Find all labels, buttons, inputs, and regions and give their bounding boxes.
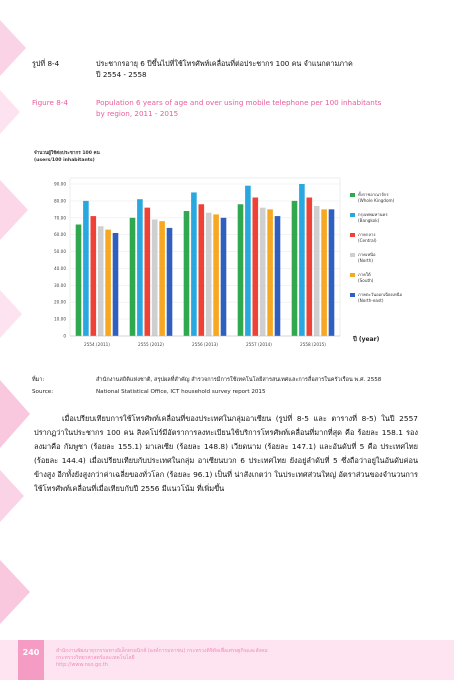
bar: [137, 199, 143, 336]
bar: [191, 192, 197, 336]
legend-label-th: ภาคใต้: [358, 272, 371, 277]
legend-label: [358, 252, 375, 264]
bar: [91, 216, 97, 336]
legend-label-en: (South): [358, 278, 374, 283]
bar: [245, 186, 251, 336]
chart: [34, 150, 384, 360]
source-label-th: ที่มา:: [32, 377, 45, 383]
legend-label-en: (North): [358, 258, 373, 263]
bar: [307, 198, 313, 336]
page-number-box: [18, 640, 44, 680]
x-tick-label: 2557 (2014): [246, 342, 272, 347]
figure-title-en-line1: Population 6 years of age and over using mobile telephone per 100 inhabitants: [96, 98, 382, 107]
legend-label-en: (North-east): [358, 298, 384, 303]
bar: [167, 228, 173, 336]
legend-label: [358, 272, 373, 284]
footer-line2: กระทรวงวิทยาศาสตร์และเทคโนโลยี: [56, 655, 135, 661]
figure-number-th: รูปที่ 8-4: [32, 59, 60, 68]
source-en: [32, 388, 432, 397]
x-tick-label: 2558 (2015): [300, 342, 326, 347]
bar: [221, 218, 227, 336]
x-tick-label: 2554 (2011): [84, 342, 110, 347]
bar: [113, 233, 119, 336]
legend-swatch: [350, 253, 355, 257]
legend-label-th: ภาคตะวันออกเฉียงเหนือ: [358, 292, 403, 297]
bar: [213, 214, 219, 336]
figure-title-th-line1: ประชากรอายุ 6 ปีขึ้นไปที่ใช้โทรศัพท์เคลื่อนที่ต่อประชากร 100 คน จำแนกตามภาค: [96, 59, 353, 68]
y-tick-label: 20.00: [54, 299, 66, 305]
footer-line1: สำนักงานพัฒนาธุรกรรมทางอิเล็กทรอนิกส์ (องค์การมหาชน) กระทรวงดิจิทัลเพื่อเศรษฐกิจและสังคม: [56, 648, 268, 654]
bar: [159, 221, 165, 336]
y-tick-label: 40.00: [54, 265, 66, 271]
source-label-en: Source:: [32, 389, 54, 395]
bar: [98, 226, 104, 336]
y-tick-label: 60.00: [54, 232, 66, 238]
y-tick-label: 10.00: [54, 316, 66, 322]
legend-label: [358, 212, 388, 224]
bar: [299, 184, 305, 336]
body-paragraph: เมื่อเปรียบเทียบการใช้โทรศัพท์เคลื่อนที่ของประเทศในกลุ่มอาเซียน (รูปที่ 8-5 และ ตารางที่ 8-5) ในปี 2557 ปรากฏว่าในประชากร 100 คน สิงคโปร์มีอัตราการลงทะเบียนใช้บริการโทรศัพท์เคลื่อนที่มากที่สุด คือ ร้อยละ 158.1 รองลงมาคือ กัมพูชา (ร้อยละ 155.1) มาเลเซีย (ร้อยละ 148.8) เวียดนาม (ร้อยละ 147.1) และอันดับที่ 5 คือ ประเทศไทย (ร้อยละ 144.4) เมื่อเปรียบเทียบกับประเทศในกลุ่ม อาเซียนบวก 6 ประเทศไทย ยังอยู่ลำดับที่ 5 ซึ่งถือว่าอยู่ในอันดับค่อนข้างสูง อีกทั้งยังสูงกว่าค่าเฉลี่ยของทั่วโลก (ร้อยละ 96.1) เป็นที่ น่าสังเกตว่า ในประเทศส่วนใหญ่ อัตราส่วนของจำนวนการใช้โทรศัพท์เคลื่อนที่เมื่อเทียบกับปี 2556 มีแนวโน้ม ที่เพิ่มขึ้น: [34, 414, 418, 493]
bar: [184, 211, 190, 336]
legend-swatch: [350, 233, 355, 237]
figure-title-en-line2: by region, 2011 - 2015: [96, 109, 179, 118]
bar: [267, 209, 273, 336]
page-number: 240: [22, 648, 40, 657]
x-tick-label: 2556 (2013): [192, 342, 218, 347]
legend-label: [358, 292, 402, 304]
footer-url: http://www.nso.go.th: [56, 662, 108, 668]
y-tick-label: 0: [63, 333, 66, 339]
bar: [105, 230, 111, 336]
bar: [321, 209, 327, 336]
y-tick-label: 30.00: [54, 282, 66, 288]
y-tick-label: 50.00: [54, 249, 66, 255]
bar: [145, 208, 151, 336]
bar: [206, 213, 212, 336]
legend-label-th: กรุงเทพมหานคร: [358, 212, 388, 217]
legend-label: [358, 192, 394, 204]
bar: [292, 201, 298, 336]
bar: [314, 206, 320, 336]
figure-caption-en: [32, 97, 432, 121]
x-axis-unit-label: ปี (year): [353, 336, 380, 343]
bar: [152, 219, 158, 336]
legend-label: [358, 232, 377, 244]
y-tick-label: 80.00: [54, 198, 66, 204]
source-th: [32, 376, 432, 385]
bar: [253, 198, 259, 336]
bar: [329, 209, 335, 336]
bar: [199, 204, 205, 336]
footer: [0, 640, 454, 680]
legend-label-th: ภาคเหนือ: [358, 252, 376, 257]
bar: [76, 225, 82, 336]
legend-swatch: [350, 193, 355, 197]
legend-swatch: [350, 273, 355, 277]
figure-number-en: Figure 8-4: [32, 98, 68, 107]
bar: [260, 208, 266, 336]
legend-label-en: (Bangkok): [358, 218, 380, 223]
bar: [83, 201, 89, 336]
source-text-en: National Statistical Office, ICT household survey report 2015: [96, 389, 266, 395]
legend-label-en: (Central): [358, 238, 377, 243]
y-tick-label: 70.00: [54, 215, 66, 221]
x-tick-label: 2555 (2012): [138, 342, 164, 347]
legend-swatch: [350, 213, 355, 217]
bar-chart-svg: [34, 150, 384, 360]
figure-title-th-line2: ปี 2554 - 2558: [96, 70, 147, 79]
legend-swatch: [350, 293, 355, 297]
legend-label-th: ภาคกลาง: [358, 232, 376, 237]
figure-caption-th: [32, 58, 432, 82]
source-text-th: สำนักงานสถิติแห่งชาติ, สรุปผลที่สำคัญ สำรวจการมีการใช้เทคโนโลยีสารสนเทศและการสื่อสารในครัวเรือน พ.ศ. 2558: [96, 377, 382, 383]
y-axis-label-line1: จำนวนผู้ใช้ต่อประชากร 100 คน: [34, 151, 100, 156]
y-tick-label: 90.00: [54, 181, 66, 187]
legend-label-en: (Whole Kingdom): [358, 198, 395, 203]
y-axis-label-line2: (users/100 inhabitants): [34, 158, 95, 163]
bar: [275, 216, 281, 336]
legend-label-th: ทั้งราชอาณาจักร: [358, 192, 389, 197]
bar: [130, 218, 136, 336]
bar: [238, 204, 244, 336]
